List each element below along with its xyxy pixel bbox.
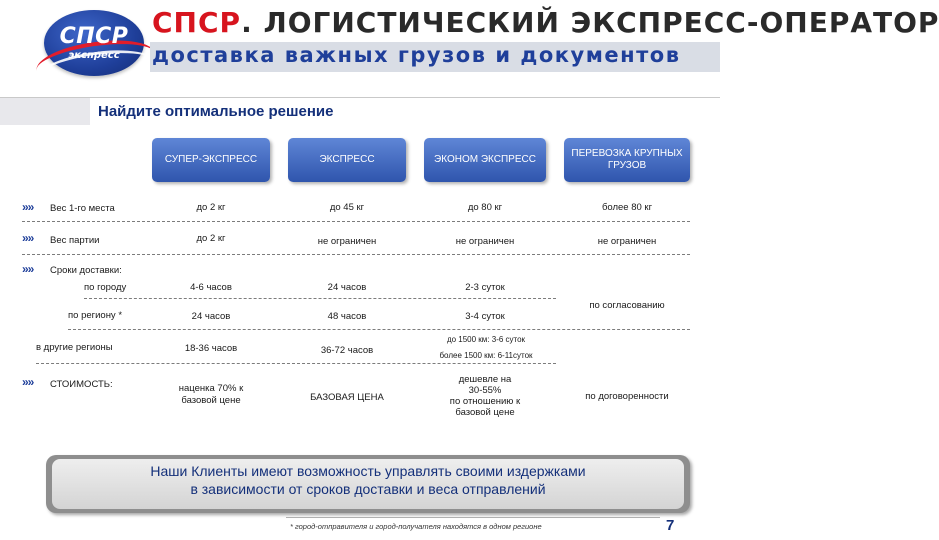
banner-line-1: Наши Клиенты имеют возможность управлять своими издержками: [150, 463, 586, 479]
column-header-econom-express: ЭКОНОМ ЭКСПРЕСС: [424, 138, 546, 182]
column-header-super-express: СУПЕР-ЭКСПРЕСС: [152, 138, 270, 182]
cell-city-econom: 2-3 суток: [465, 282, 505, 293]
row-label-cost: СТОИМОСТЬ:: [50, 379, 113, 390]
header-title-rest: . ЛОГИСТИЧЕСКИЙ ЭКСПРЕСС-ОПЕРАТОР: [241, 6, 939, 39]
cell-weight-first-super: до 2 кг: [196, 202, 226, 213]
header-title-red: СПСР: [152, 6, 242, 39]
row-label-weight-first: Вес 1-го места: [50, 203, 115, 214]
row-divider: [36, 363, 556, 364]
cell-cost-large: по договоренности: [585, 391, 669, 402]
cell-region-express: 48 часов: [327, 311, 367, 322]
cell-cost-econom-line3: по отношению к: [449, 396, 521, 407]
section-title: Найдите оптимальное решение: [98, 103, 334, 120]
row-divider: [68, 329, 690, 330]
cell-other-econom-line2: более 1500 км: 6-11суток: [439, 351, 533, 360]
cell-weight-batch-express: не ограничен: [317, 236, 377, 247]
cell-cost-super-line2: базовой цене: [181, 395, 241, 406]
cell-weight-first-econom: до 80 кг: [467, 202, 503, 213]
cell-weight-batch-econom: не ограничен: [455, 236, 515, 247]
logo-sub: экспресс: [68, 50, 120, 61]
cell-other-econom-line1: до 1500 км: 3-6 суток: [446, 335, 526, 344]
banner-text: [52, 463, 684, 499]
cell-region-super: 24 часов: [191, 311, 231, 322]
cell-cost-super-line1: наценка 70% к: [178, 383, 244, 394]
bullet-arrows: »»: [22, 375, 34, 389]
row-label-region: по региону *: [68, 310, 123, 321]
row-label-city: по городу: [84, 282, 127, 293]
footnote: * город-отправителя и город-получателя находятся в одном регионе: [290, 522, 542, 531]
cell-weight-batch-large: не ограничен: [597, 236, 657, 247]
cell-city-super: 4-6 часов: [190, 282, 232, 293]
row-divider: [84, 298, 556, 299]
row-divider: [22, 221, 690, 222]
row-label-weight-batch: Вес партии: [50, 235, 100, 246]
row-label-other-regions: в другие регионы: [36, 342, 113, 353]
cell-weight-batch-super: до 2 кг: [196, 233, 226, 244]
banner-line-2: в зависимости от сроков доставки и веса отправлений: [190, 480, 546, 497]
cell-cost-econom-line2: 30-55%: [468, 385, 502, 396]
cell-weight-first-large: более 80 кг: [601, 202, 653, 213]
bullet-arrows: »»: [22, 200, 34, 214]
cell-other-express: 36-72 часов: [320, 345, 374, 356]
bullet-arrows: »»: [22, 231, 34, 245]
row-divider: [22, 254, 690, 255]
cell-other-super: 18-36 часов: [184, 343, 238, 354]
header-title: [152, 6, 939, 39]
cell-city-express: 24 часов: [327, 282, 367, 293]
cell-large-by-agreement: по согласованию: [589, 300, 665, 311]
header: [0, 0, 939, 88]
cell-cost-econom-line4: базовой цене: [455, 407, 515, 418]
cell-cost-econom-line1: дешевле на: [458, 374, 512, 385]
cell-cost-express: БАЗОВАЯ ЦЕНА: [310, 392, 384, 403]
page-number: 7: [666, 517, 675, 534]
column-header-express: ЭКСПРЕСС: [288, 138, 406, 182]
row-label-delivery-terms: Сроки доставки:: [50, 265, 122, 276]
cell-region-econom: 3-4 суток: [465, 311, 505, 322]
header-subtitle: доставка важных грузов и документов: [152, 43, 681, 67]
logo-name: СПСР: [59, 24, 129, 49]
bullet-arrows: »»: [22, 262, 34, 276]
cell-weight-first-express: до 45 кг: [329, 202, 365, 213]
spsr-logo: [44, 10, 144, 76]
footnote-divider: [286, 517, 660, 518]
column-header-large-cargo: ПЕРЕВОЗКА КРУПНЫХ ГРУЗОВ: [564, 138, 690, 182]
